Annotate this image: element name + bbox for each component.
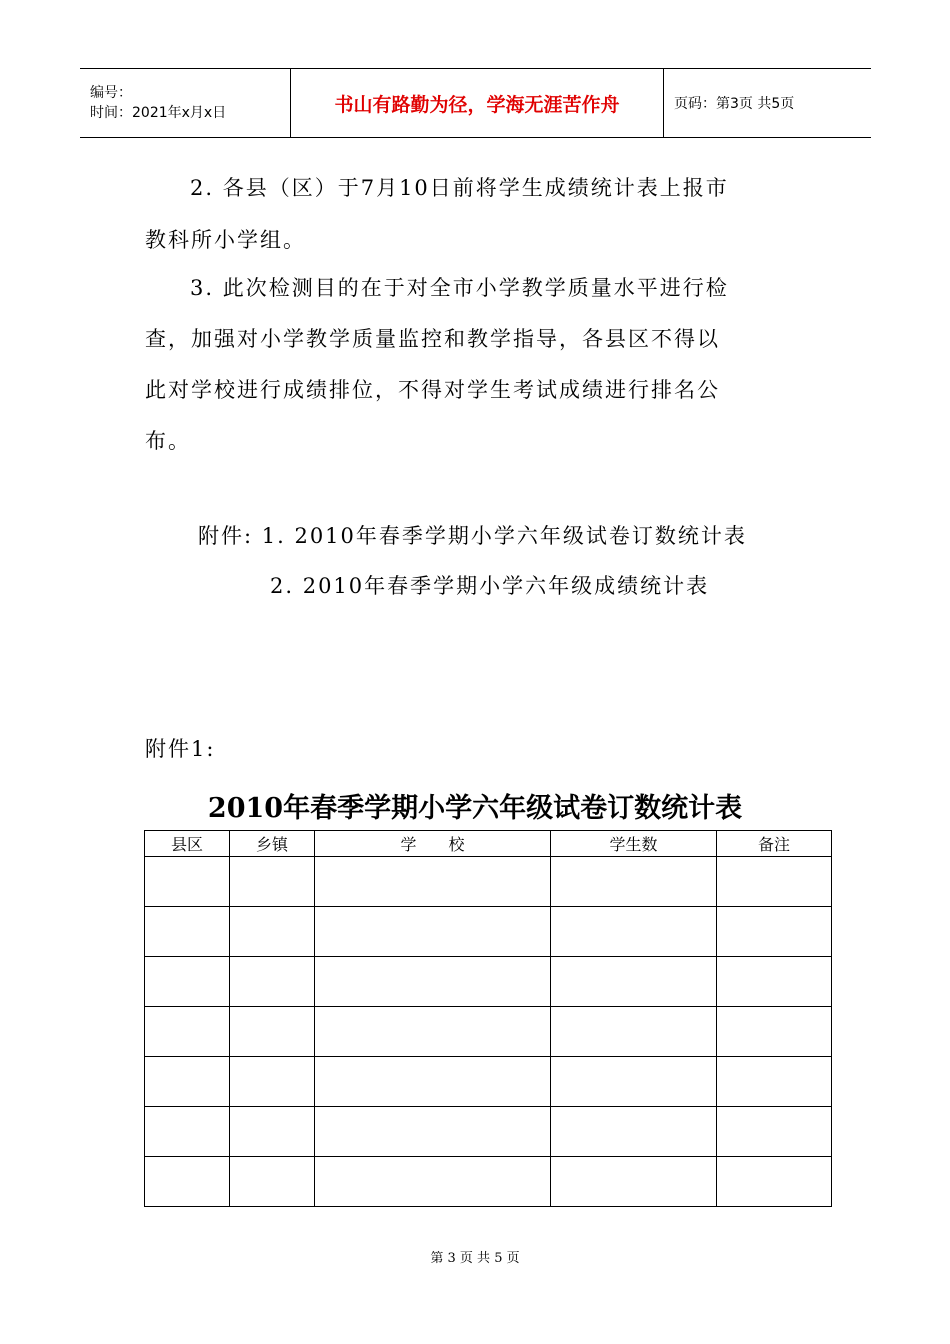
table-cell: [230, 857, 315, 907]
page-header: [80, 68, 871, 138]
col-header-remarks: 备注: [717, 831, 832, 857]
item2-line2: 教科所小学组。: [145, 228, 306, 252]
table-cell: [717, 857, 832, 907]
table-cell: [145, 857, 230, 907]
table-cell: [717, 957, 832, 1007]
table-cell: [551, 1107, 717, 1157]
table-cell: [315, 1007, 551, 1057]
table-cell: [145, 1007, 230, 1057]
col-header-township: 乡镇: [230, 831, 315, 857]
attachments-line1: 附件: 1. 2010年春季学期小学六年级试卷订数统计表: [198, 524, 747, 548]
table-row: [145, 1007, 832, 1057]
table-cell: [717, 907, 832, 957]
table-row: [145, 907, 832, 957]
table-row: [145, 957, 832, 1007]
attachments-line2: 2. 2010年春季学期小学六年级成绩统计表: [270, 574, 710, 598]
table-cell: [551, 1057, 717, 1107]
table-cell: [315, 1107, 551, 1157]
table-row: [145, 1157, 832, 1207]
col-header-student-count: 学生数: [551, 831, 717, 857]
table-cell: [717, 1057, 832, 1107]
item3-line4: 布。: [145, 429, 191, 453]
page-info: 页码：第3页 共5页: [674, 96, 795, 112]
item3-line2: 查，加强对小学教学质量监控和教学指导，各县区不得以: [145, 327, 720, 351]
table-cell: [230, 957, 315, 1007]
item3-line3: 此对学校进行成绩排位，不得对学生考试成绩进行排名公: [145, 378, 720, 402]
table-cell: [230, 907, 315, 957]
table-cell: [315, 957, 551, 1007]
table-cell: [230, 1057, 315, 1107]
table-cell: [717, 1007, 832, 1057]
table-cell: [315, 857, 551, 907]
page-footer: 第 3 页 共 5 页: [430, 1251, 520, 1266]
number-label: 编号：: [90, 85, 132, 101]
table-cell: [145, 1057, 230, 1107]
item2-line1: 2. 各县（区）于7月10日前将学生成绩统计表上报市: [190, 176, 729, 200]
appendix-label: 附件1:: [145, 737, 216, 761]
header-page-info-cell: [664, 69, 871, 137]
table-cell: [230, 1157, 315, 1207]
table-cell: [230, 1007, 315, 1057]
table-row: [145, 1057, 832, 1107]
motto: 书山有路勤为径，学海无涯苦作舟: [334, 93, 620, 116]
table-cell: [315, 907, 551, 957]
table-row: [145, 857, 832, 907]
table-cell: [551, 857, 717, 907]
table-cell: [145, 1157, 230, 1207]
item3-line1: 3. 此次检测目的在于对全市小学教学质量水平进行检: [190, 276, 729, 300]
time-label: 时间：2021年x月x日: [90, 105, 227, 121]
order-count-table: [144, 830, 832, 1207]
table-cell: [551, 1157, 717, 1207]
table-cell: [145, 907, 230, 957]
table-cell: [717, 1157, 832, 1207]
table-cell: [315, 1157, 551, 1207]
table-cell: [551, 957, 717, 1007]
table-cell: [230, 1107, 315, 1157]
table-cell: [551, 1007, 717, 1057]
table-title: 2010年春季学期小学六年级试卷订数统计表: [207, 793, 743, 824]
header-meta: [80, 69, 291, 137]
table-cell: [717, 1107, 832, 1157]
table-header-row: [145, 831, 832, 857]
table-cell: [551, 907, 717, 957]
table-cell: [145, 957, 230, 1007]
table-cell: [145, 1107, 230, 1157]
col-header-school: 学 校: [315, 831, 551, 857]
table-row: [145, 1107, 832, 1157]
header-motto-cell: [291, 69, 664, 137]
col-header-county: 县区: [145, 831, 230, 857]
table-cell: [315, 1057, 551, 1107]
